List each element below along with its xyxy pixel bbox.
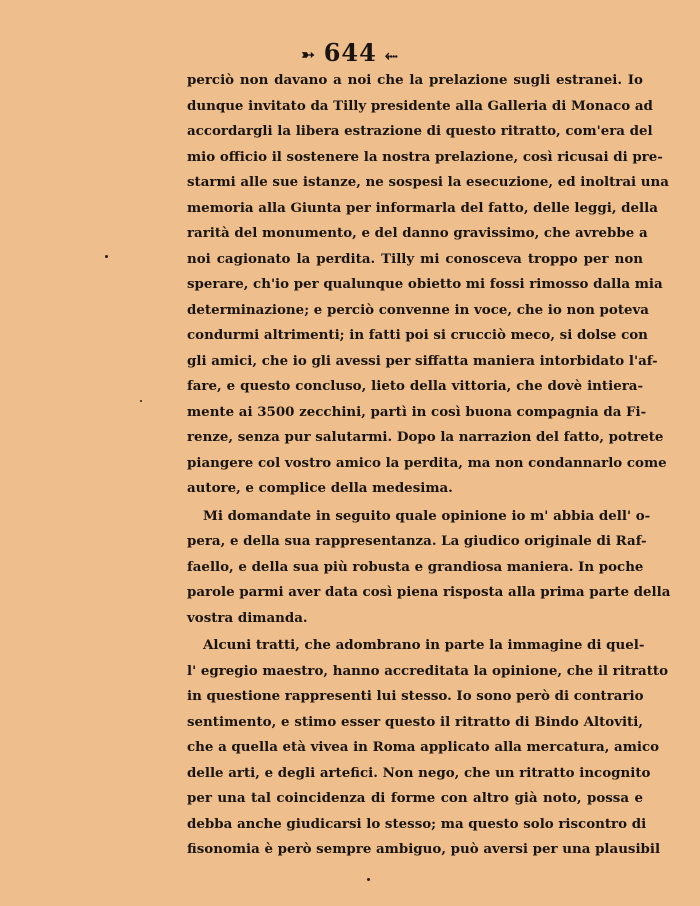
text-line: fare, e questo concluso, lieto della vittoria, che dovè intiera- [187,378,643,394]
text-line: in questione rappresenti lui stesso. Io sono però di contrario [187,688,644,704]
text-line: renze, senza pur salutarmi. Dopo la narrazion del fatto, potrete [187,429,664,445]
text-line: memoria alla Giunta per informarla del fatto, delle leggi, della [187,199,658,216]
text-line: sentimento, e stimo esser questo il ritratto di Bindo Altoviti, [187,713,643,730]
text-line: condurmi altrimenti; in fatti poi si crucciò meco, si dolse con [187,327,648,343]
body-text [187,68,671,863]
text-line: vostra dimanda. [187,609,308,626]
ink-speck [105,255,108,258]
text-line: autore, e complice della medesima. [187,480,453,496]
page-number: 644 [323,38,377,67]
text-line: debba anche giudicarsi lo stesso; ma questo solo riscontro di [187,815,647,832]
text-line: parole parmi aver data così piena risposta alla prima parte della [187,584,671,600]
text-line: mio officio il sostenere la nostra prelazione, così ricusai di pre- [187,148,663,165]
text-line: l' egregio maestro, hanno accreditata la opinione, che il ritratto [187,662,669,679]
paragraph [187,633,669,863]
text-line: rarità del monumento, e del danno gravissimo, che avrebbe a [187,225,648,241]
text-line: che a quella età vivea in Roma applicato alla mercatura, amico [187,739,660,755]
text-line: perciò non davano a noi che la prelazione sugli estranei. Io [187,72,643,88]
ink-speck [367,878,370,881]
text-line: per una tal coincidenza di forme con altro già noto, possa e [187,790,643,806]
right-pointing-hand-ornament: ⬸ [384,44,399,64]
text-line: gli amici, che io gli avessi per siffatta maniera intorbidato l'af- [187,352,658,369]
text-line: piangere col vostro amico la perdita, ma non condannarlo come [187,454,667,471]
ink-speck [140,400,142,402]
text-line: sperare, ch'io per qualunque obietto mi fossi rimosso dalla mia [187,276,663,292]
text-line: noi cagionato la perdita. Tilly mi conosceva troppo per non [187,250,643,267]
text-line: fisonomia è però sempre ambiguo, può aversi per una plausibil [187,841,661,857]
text-line: accordargli la libera estrazione di questo ritratto, com'era del [187,123,653,139]
text-line: starmi alle sue istanze, ne sospesi la esecuzione, ed inoltrai una [187,174,669,190]
text-line: mente ai 3500 zecchini, partì in così buona compagnia da Fi- [187,403,647,420]
paragraph [187,504,671,632]
text-line: delle arti, e degli artefici. Non nego, che un ritratto incognito [187,764,651,781]
paragraph [187,68,669,502]
text-line: Mi domandate in seguito quale opinione io m' abbia dell' o- [203,507,651,524]
text-line: faello, e della sua più robusta e grandiosa maniera. In poche [187,558,644,575]
text-line: Alcuni tratti, che adombrano in parte la immagine di quel- [203,637,645,653]
left-pointing-hand-ornament: ➳ [301,45,316,64]
text-line: determinazione; e perciò convenne in voce, che io non poteva [187,301,649,318]
text-line: dunque invitato da Tilly presidente alla Galleria di Monaco ad [187,97,653,114]
text-line: pera, e della sua rappresentanza. La giudico originale di Raf- [187,533,647,549]
page-header [0,38,700,67]
